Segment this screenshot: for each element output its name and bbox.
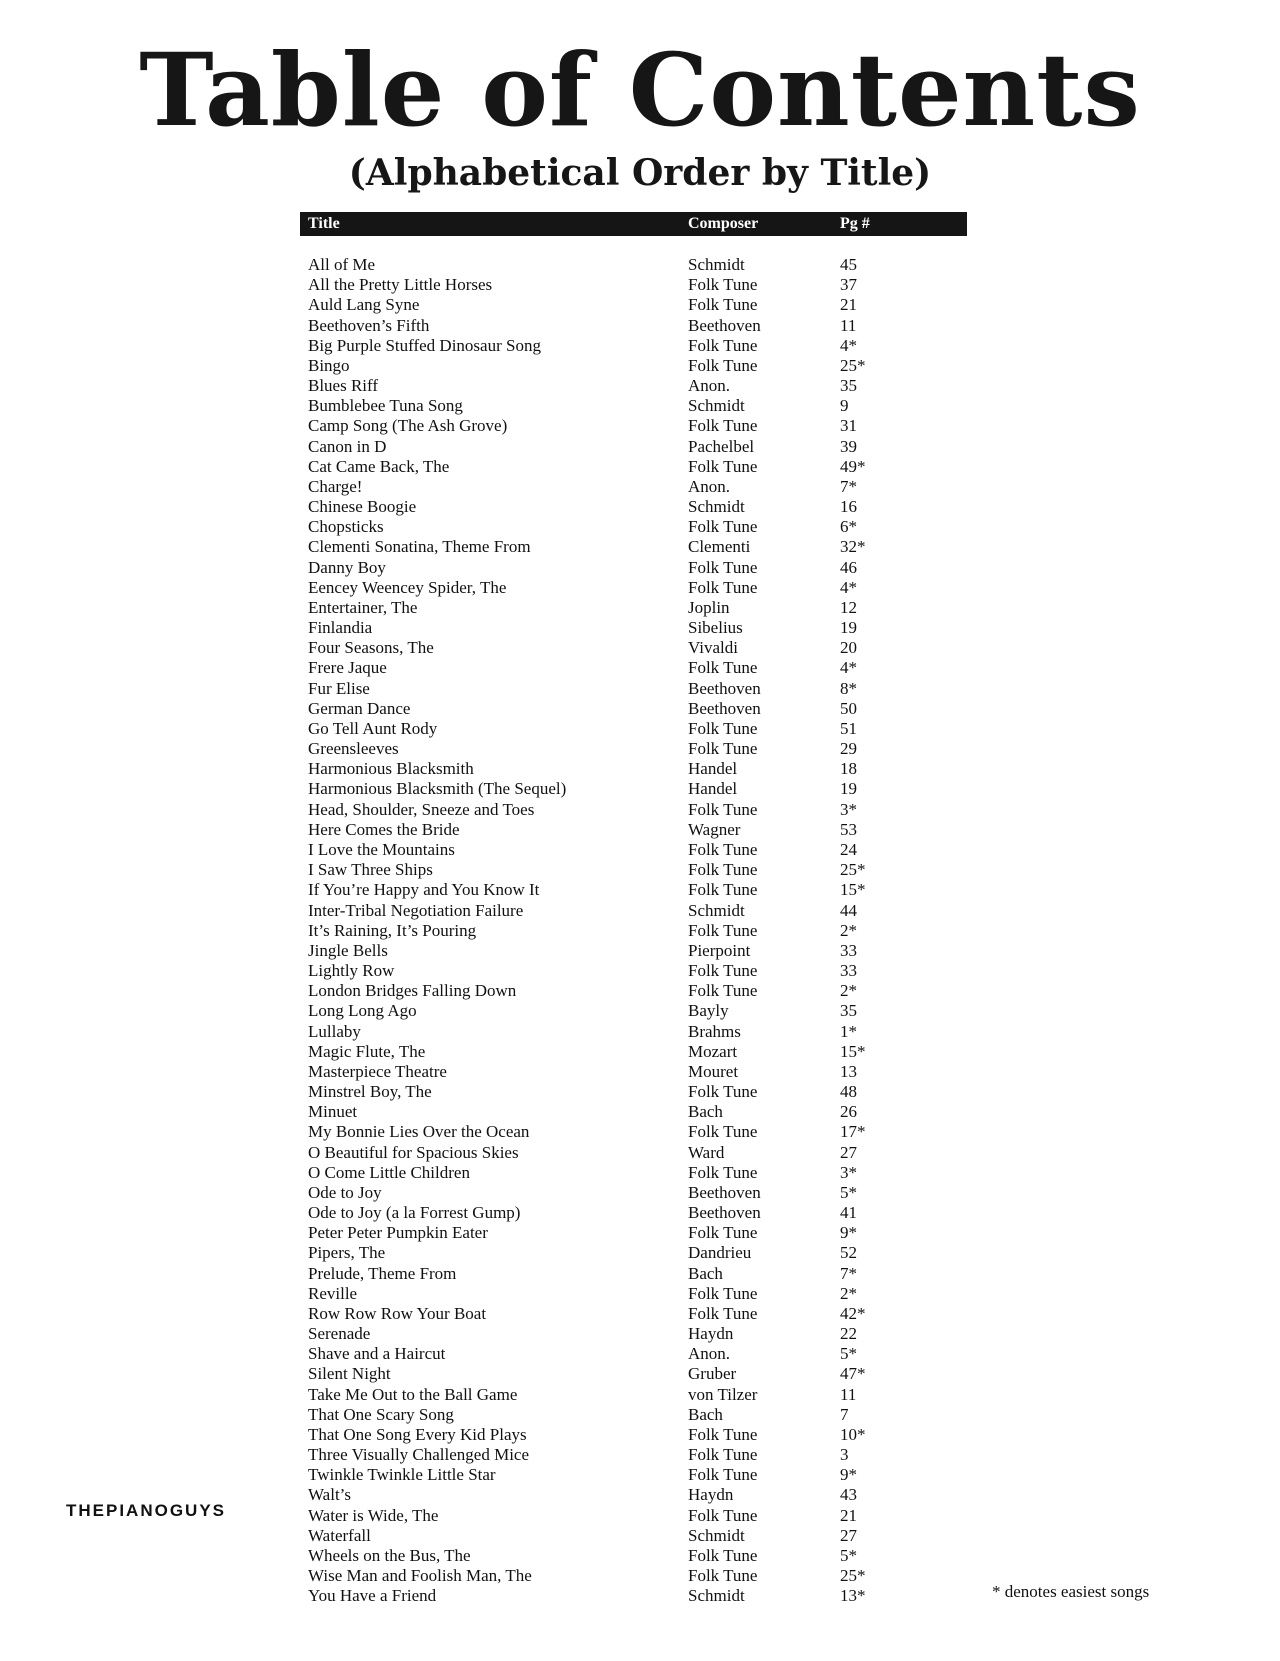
table-row (308, 779, 908, 799)
row-composer: Folk Tune (688, 981, 758, 1001)
row-composer: Folk Tune (688, 1122, 758, 1142)
footnote: * denotes easiest songs (992, 1582, 1150, 1601)
row-page: 26 (840, 1102, 857, 1122)
row-composer: Folk Tune (688, 1424, 758, 1444)
page-subtitle: (Alphabetical Order by Title) (348, 152, 932, 194)
table-row (308, 1102, 908, 1122)
row-composer: Beethoven (688, 1182, 761, 1202)
row-composer: Schmidt (688, 255, 745, 274)
row-page: 8* (840, 678, 857, 698)
row-composer: Folk Tune (688, 557, 758, 577)
row-page: 21 (840, 1505, 857, 1525)
row-composer: von Tilzer (688, 1384, 758, 1404)
table-row (308, 1364, 908, 1384)
row-composer: Handel (688, 779, 738, 799)
row-title: Finlandia (308, 618, 373, 638)
row-composer: Beethoven (688, 1203, 761, 1223)
row-page: 20 (840, 638, 857, 658)
row-title: If You’re Happy and You Know It (308, 880, 540, 900)
row-title: Blues Riff (308, 376, 379, 396)
row-page: 7* (840, 476, 857, 496)
table-row (308, 1586, 908, 1606)
table-row (308, 1264, 908, 1284)
table-row (308, 537, 908, 557)
row-page: 7* (840, 1263, 857, 1283)
table-row (308, 1284, 908, 1304)
row-page: 3* (840, 799, 857, 819)
row-title: Auld Lang Syne (308, 295, 420, 315)
row-composer: Anon. (688, 476, 731, 496)
row-title: Danny Boy (308, 557, 386, 577)
row-composer: Folk Tune (688, 1445, 758, 1465)
row-page: 33 (840, 940, 857, 960)
table-row (308, 396, 908, 416)
table-row (308, 1405, 908, 1425)
row-composer: Haydn (688, 1485, 734, 1505)
table-row (308, 1143, 908, 1163)
row-composer: Wagner (688, 819, 741, 839)
row-title: Wheels on the Bus, The (308, 1546, 471, 1565)
row-page: 3* (840, 1162, 857, 1182)
row-page: 37 (840, 275, 857, 295)
row-page: 25* (840, 860, 866, 880)
row-title: Harmonious Blacksmith (The Sequel) (308, 779, 567, 799)
row-composer: Bach (688, 1102, 723, 1122)
row-title: Charge! (308, 476, 363, 496)
table-row (308, 457, 908, 477)
table-row (308, 356, 908, 376)
row-composer: Folk Tune (688, 416, 758, 436)
table-row (308, 1163, 908, 1183)
table-row (308, 1183, 908, 1203)
table-row (308, 638, 908, 658)
table-row (308, 275, 908, 295)
header-composer: Composer (688, 215, 759, 232)
table-row (308, 961, 908, 981)
row-composer: Joplin (688, 597, 730, 617)
row-page: 11 (840, 1384, 857, 1404)
row-page: 2* (840, 981, 857, 1001)
row-title: All of Me (308, 255, 376, 274)
row-page: 7 (840, 1404, 849, 1424)
table-row (308, 759, 908, 779)
row-page: 43 (840, 1485, 857, 1505)
row-composer: Folk Tune (688, 355, 758, 375)
row-composer: Mouret (688, 1061, 739, 1081)
table-row (308, 477, 908, 497)
table-row (308, 558, 908, 578)
row-title: Beethoven’s Fifth (308, 315, 430, 335)
row-page: 5* (840, 1546, 857, 1565)
table-row (308, 1344, 908, 1364)
table-row (308, 1082, 908, 1102)
row-title: Four Seasons, The (308, 638, 434, 658)
row-page: 13* (840, 1586, 866, 1606)
table-row (308, 658, 908, 678)
row-title: Magic Flute, The (308, 1041, 426, 1061)
row-page: 2* (840, 920, 857, 940)
row-composer: Folk Tune (688, 1465, 758, 1485)
row-composer: Folk Tune (688, 839, 758, 859)
table-row (308, 316, 908, 336)
table-row (308, 981, 908, 1001)
row-composer: Ward (688, 1142, 725, 1162)
row-title: All the Pretty Little Horses (308, 275, 493, 295)
table-row (308, 719, 908, 739)
table-row (308, 679, 908, 699)
row-composer: Folk Tune (688, 920, 758, 940)
row-page: 44 (840, 900, 857, 920)
table-row (308, 921, 908, 941)
row-page: 33 (840, 961, 857, 981)
row-composer: Folk Tune (688, 961, 758, 981)
row-composer: Beethoven (688, 698, 761, 718)
row-page: 35 (840, 1001, 857, 1021)
table-row (308, 1022, 908, 1042)
page-title: Table of Contents (139, 31, 1141, 149)
row-page: 29 (840, 739, 857, 759)
row-composer: Schmidt (688, 1586, 745, 1606)
row-page: 31 (840, 416, 857, 436)
table-row (308, 699, 908, 719)
row-composer: Beethoven (688, 315, 761, 335)
row-page: 32* (840, 537, 866, 557)
table-row (308, 1566, 908, 1586)
row-title: Wise Man and Foolish Man, The (308, 1566, 532, 1586)
row-composer: Gruber (688, 1364, 737, 1384)
row-composer: Haydn (688, 1324, 734, 1344)
table-row (308, 1506, 908, 1526)
row-page: 25* (840, 355, 866, 375)
table-row (308, 295, 908, 315)
row-page: 19 (840, 779, 857, 799)
table-row (308, 336, 908, 356)
row-composer: Schmidt (688, 497, 745, 517)
row-title: Frere Jaque (308, 658, 387, 678)
row-title: That One Scary Song (308, 1404, 454, 1424)
table-row (308, 1243, 908, 1263)
row-title: German Dance (308, 698, 411, 718)
row-title: O Come Little Children (308, 1162, 470, 1182)
row-composer: Folk Tune (688, 860, 758, 880)
row-title: Canon in D (308, 436, 387, 456)
row-title: London Bridges Falling Down (308, 981, 517, 1001)
row-composer: Sibelius (688, 618, 743, 638)
row-title: Eencey Weencey Spider, The (308, 577, 507, 597)
row-composer: Bayly (688, 1001, 729, 1021)
row-composer: Mozart (688, 1041, 738, 1061)
row-composer: Folk Tune (688, 456, 758, 476)
row-composer: Folk Tune (688, 880, 758, 900)
row-title: Big Purple Stuffed Dinosaur Song (308, 335, 541, 355)
row-composer: Folk Tune (688, 1283, 758, 1303)
row-title: Entertainer, The (308, 597, 418, 617)
row-title: Water is Wide, The (308, 1505, 439, 1525)
row-composer: Handel (688, 759, 738, 779)
table-row (308, 1001, 908, 1021)
row-page: 4* (840, 658, 857, 678)
row-title: Minstrel Boy, The (308, 1082, 432, 1102)
row-title: Pipers, The (308, 1243, 386, 1263)
row-page: 9* (840, 1223, 857, 1243)
row-title: My Bonnie Lies Over the Ocean (308, 1122, 530, 1142)
row-composer: Folk Tune (688, 739, 758, 759)
row-composer: Folk Tune (688, 658, 758, 678)
table-row (308, 497, 908, 517)
table-row (308, 880, 908, 900)
row-title: Take Me Out to the Ball Game (308, 1384, 518, 1404)
row-page: 11 (840, 315, 857, 335)
row-title: You Have a Friend (308, 1586, 437, 1606)
row-page: 16 (840, 497, 857, 517)
table-row (308, 1203, 908, 1223)
row-page: 49* (840, 456, 866, 476)
row-composer: Clementi (688, 537, 751, 557)
row-page: 10* (840, 1424, 866, 1444)
row-page: 52 (840, 1243, 857, 1263)
row-title: Twinkle Twinkle Little Star (308, 1465, 496, 1485)
row-title: Reville (308, 1283, 358, 1303)
row-composer: Folk Tune (688, 577, 758, 597)
row-page: 4* (840, 335, 857, 355)
row-composer: Bach (688, 1263, 723, 1283)
row-title: Clementi Sonatina, Theme From (308, 537, 531, 557)
table-header (300, 212, 967, 236)
row-page: 5* (840, 1344, 857, 1364)
row-page: 22 (840, 1324, 857, 1344)
row-title: Here Comes the Bride (308, 819, 460, 839)
row-page: 27 (840, 1525, 857, 1545)
table-row (308, 578, 908, 598)
row-title: Fur Elise (308, 678, 370, 698)
row-page: 9 (840, 396, 849, 416)
table-row (308, 1304, 908, 1324)
row-page: 41 (840, 1203, 857, 1223)
row-page: 6* (840, 517, 857, 537)
row-composer: Folk Tune (688, 1566, 758, 1586)
row-title: Waterfall (308, 1525, 371, 1545)
row-composer: Folk Tune (688, 295, 758, 315)
row-page: 50 (840, 698, 857, 718)
row-page: 48 (840, 1082, 857, 1102)
row-composer: Brahms (688, 1021, 741, 1041)
row-title: Head, Shoulder, Sneeze and Toes (308, 799, 535, 819)
row-title: It’s Raining, It’s Pouring (308, 920, 477, 940)
table-row (308, 941, 908, 961)
row-page: 2* (840, 1283, 857, 1303)
row-composer: Folk Tune (688, 1223, 758, 1243)
row-title: Ode to Joy (308, 1182, 382, 1202)
row-title: Masterpiece Theatre (308, 1061, 447, 1081)
table-row (308, 1425, 908, 1445)
row-title: Ode to Joy (a la Forrest Gump) (308, 1203, 521, 1223)
row-page: 24 (840, 839, 857, 859)
row-title: Minuet (308, 1102, 358, 1122)
table-row (308, 739, 908, 759)
row-composer: Folk Tune (688, 335, 758, 355)
table-row (308, 1062, 908, 1082)
row-page: 18 (840, 759, 857, 779)
row-composer: Folk Tune (688, 1082, 758, 1102)
row-page: 5* (840, 1182, 857, 1202)
row-composer: Anon. (688, 1344, 731, 1364)
row-page: 3 (840, 1445, 849, 1465)
row-page: 19 (840, 618, 857, 638)
table-row (308, 376, 908, 396)
row-composer: Folk Tune (688, 517, 758, 537)
row-page: 53 (840, 819, 857, 839)
row-title: Lightly Row (308, 961, 395, 981)
row-title: Greensleeves (308, 739, 399, 759)
table-row (308, 820, 908, 840)
row-page: 47* (840, 1364, 866, 1384)
row-title: Harmonious Blacksmith (308, 759, 474, 779)
row-title: Long Long Ago (308, 1001, 417, 1021)
row-composer: Schmidt (688, 900, 745, 920)
table-row (308, 860, 908, 880)
row-page: 39 (840, 436, 857, 456)
row-title: Prelude, Theme From (308, 1263, 457, 1283)
brand-logo: THEPIANOGUYS (66, 1501, 227, 1520)
table-row (308, 901, 908, 921)
row-title: Silent Night (308, 1364, 391, 1384)
row-composer: Folk Tune (688, 1162, 758, 1182)
row-title: Bingo (308, 355, 350, 375)
row-page: 46 (840, 557, 857, 577)
table-row (308, 416, 908, 436)
row-page: 13 (840, 1061, 857, 1081)
row-composer: Folk Tune (688, 1303, 758, 1323)
row-page: 35 (840, 376, 857, 396)
table-row (308, 1042, 908, 1062)
table-row (308, 517, 908, 537)
table-row (308, 618, 908, 638)
row-page: 27 (840, 1142, 857, 1162)
row-page: 25* (840, 1566, 866, 1586)
row-page: 15* (840, 880, 866, 900)
row-title: Cat Came Back, The (308, 456, 450, 476)
table-row (308, 255, 908, 275)
row-page: 9* (840, 1465, 857, 1485)
row-composer: Vivaldi (688, 638, 738, 658)
table-row (308, 1546, 908, 1566)
table-row (308, 1223, 908, 1243)
table-row (308, 1324, 908, 1344)
row-page: 45 (840, 255, 857, 274)
row-title: Three Visually Challenged Mice (308, 1445, 530, 1465)
row-page: 51 (840, 718, 857, 738)
row-page: 12 (840, 597, 857, 617)
row-composer: Folk Tune (688, 275, 758, 295)
table-row (308, 800, 908, 820)
row-page: 17* (840, 1122, 866, 1142)
row-title: Bumblebee Tuna Song (308, 396, 463, 416)
row-title: O Beautiful for Spacious Skies (308, 1142, 519, 1162)
row-title: Chopsticks (308, 517, 384, 537)
row-title: Peter Peter Pumpkin Eater (308, 1223, 488, 1243)
row-title: Lullaby (308, 1021, 361, 1041)
row-composer: Folk Tune (688, 1546, 758, 1565)
row-title: I Love the Mountains (308, 839, 455, 859)
row-title: Shave and a Haircut (308, 1344, 446, 1364)
table-row (308, 1385, 908, 1405)
header-page: Pg # (840, 215, 870, 232)
row-composer: Anon. (688, 376, 731, 396)
row-title: Camp Song (The Ash Grove) (308, 416, 508, 436)
row-page: 21 (840, 295, 857, 315)
row-composer: Pierpoint (688, 940, 751, 960)
row-composer: Beethoven (688, 678, 761, 698)
table-row (308, 1122, 908, 1142)
table-row (308, 1485, 908, 1505)
table-row (308, 437, 908, 457)
row-page: 4* (840, 577, 857, 597)
table-row (308, 840, 908, 860)
row-page: 15* (840, 1041, 866, 1061)
row-title: Go Tell Aunt Rody (308, 718, 438, 738)
row-title: I Saw Three Ships (308, 860, 433, 880)
row-composer: Bach (688, 1404, 723, 1424)
row-title: Chinese Boogie (308, 497, 417, 517)
table-row (308, 1526, 908, 1546)
header-title: Title (308, 215, 340, 232)
row-composer: Dandrieu (688, 1243, 752, 1263)
row-title: Walt’s (308, 1485, 352, 1505)
table-row (308, 1445, 908, 1465)
row-composer: Folk Tune (688, 1505, 758, 1525)
row-composer: Pachelbel (688, 436, 755, 456)
row-composer: Schmidt (688, 396, 745, 416)
row-title: Row Row Row Your Boat (308, 1303, 487, 1323)
table-row (308, 1465, 908, 1485)
row-title: Inter-Tribal Negotiation Failure (308, 900, 524, 920)
row-page: 1* (840, 1021, 857, 1041)
row-composer: Schmidt (688, 1525, 745, 1545)
contents-table (308, 255, 908, 1607)
table-row (308, 598, 908, 618)
row-title: Jingle Bells (308, 940, 388, 960)
row-composer: Folk Tune (688, 718, 758, 738)
row-composer: Folk Tune (688, 799, 758, 819)
row-title: That One Song Every Kid Plays (308, 1424, 527, 1444)
row-title: Serenade (308, 1324, 371, 1344)
row-page: 42* (840, 1303, 866, 1323)
